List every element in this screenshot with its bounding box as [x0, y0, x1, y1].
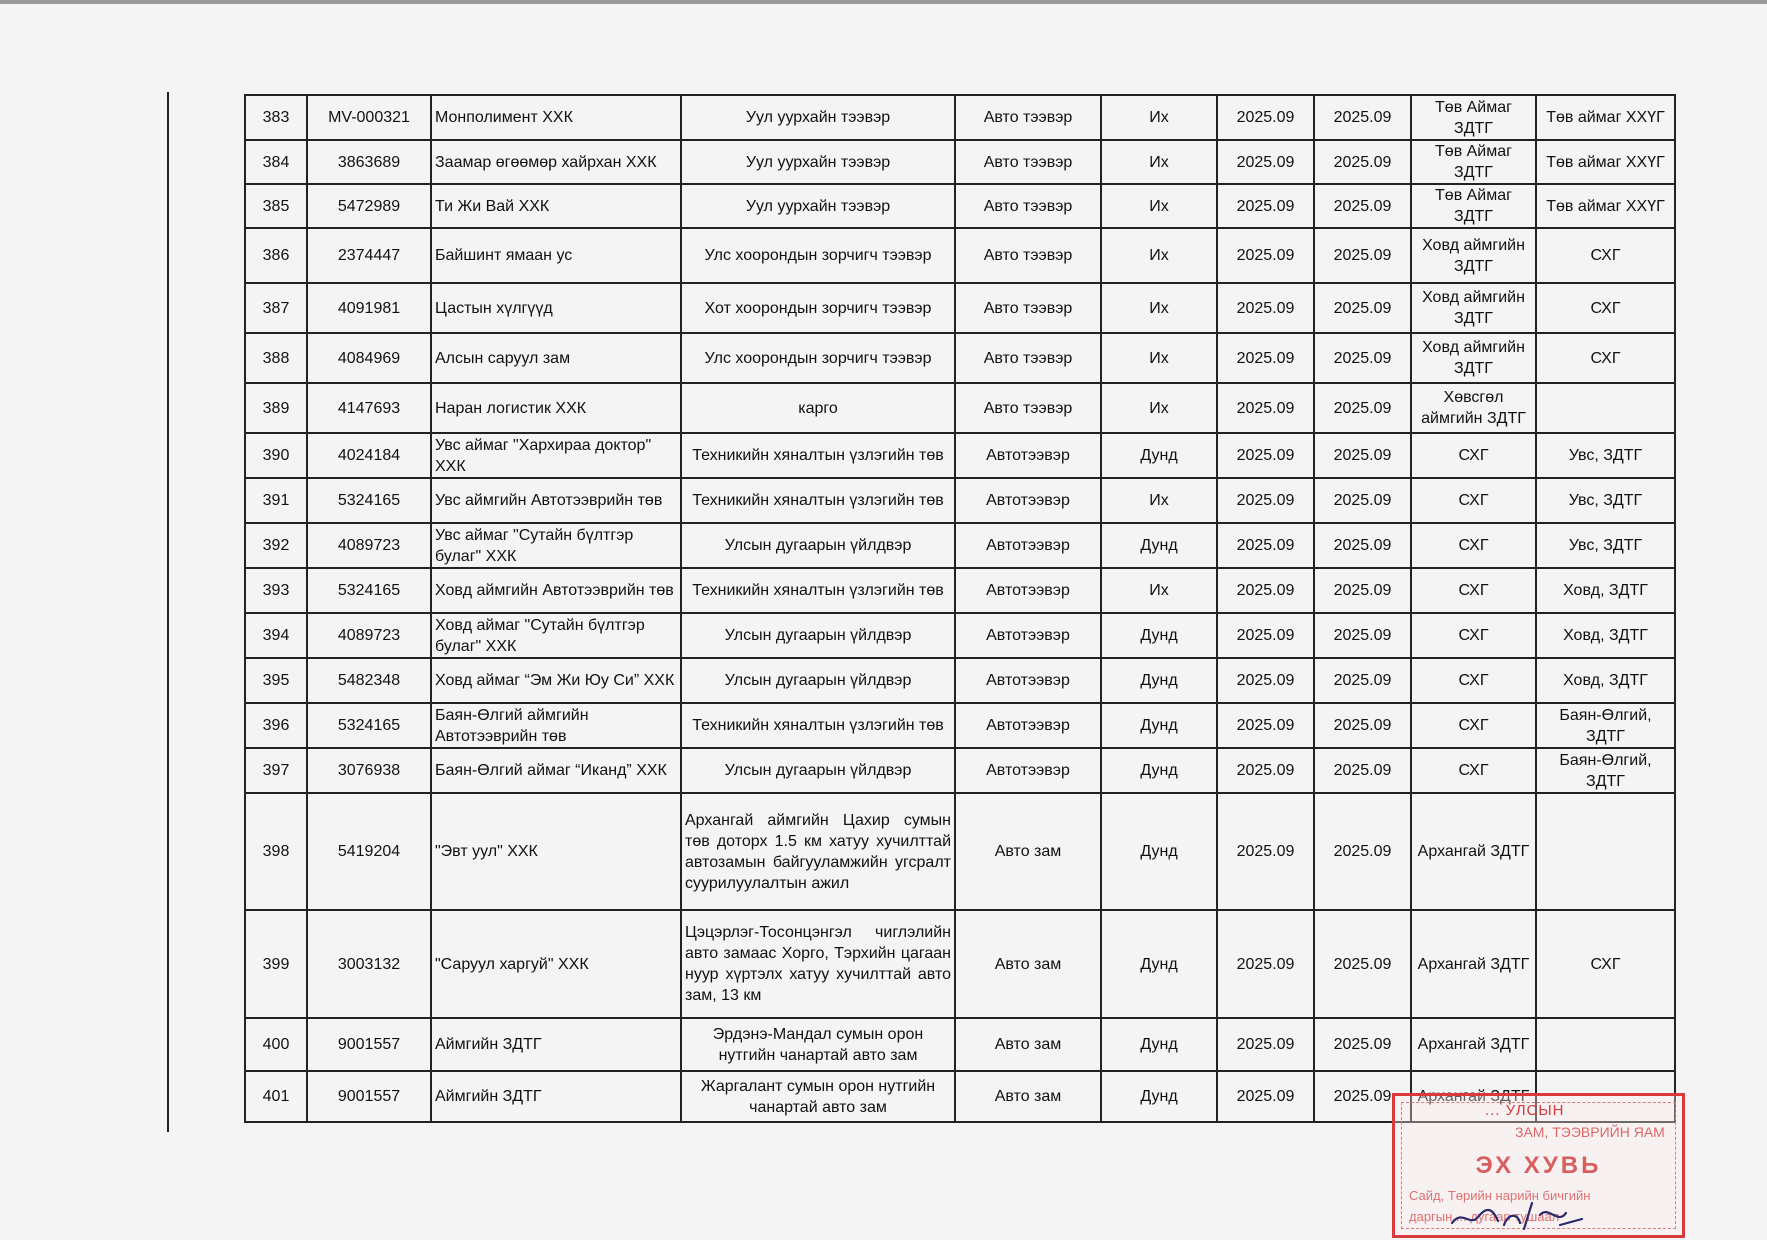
cell-no: 396 — [245, 703, 307, 748]
cell-org: Ховд аймгийн ЗДТГ — [1411, 333, 1536, 383]
cell-no: 385 — [245, 184, 307, 228]
table-row — [245, 333, 1675, 383]
cell-reg: 2374447 — [307, 228, 431, 283]
cell-work: Техникийн хяналтын үзлэгийн төв — [681, 433, 955, 478]
cell-size: Их — [1101, 228, 1217, 283]
cell-no: 395 — [245, 658, 307, 703]
cell-date2: 2025.09 — [1314, 478, 1411, 523]
cell-work: Улс хоорондын зорчигч тээвэр — [681, 228, 955, 283]
cell-size: Дунд — [1101, 910, 1217, 1018]
margin-rule — [167, 92, 169, 1132]
cell-note: Төв аймаг ХХҮГ — [1536, 184, 1675, 228]
cell-date1: 2025.09 — [1217, 433, 1314, 478]
cell-note: Увс, ЗДТГ — [1536, 478, 1675, 523]
cell-note: Увс, ЗДТГ — [1536, 523, 1675, 568]
cell-sector: Автотээвэр — [955, 613, 1101, 658]
cell-org: Төв Аймаг ЗДТГ — [1411, 184, 1536, 228]
cell-reg: 5324165 — [307, 568, 431, 613]
cell-date2: 2025.09 — [1314, 433, 1411, 478]
cell-date1: 2025.09 — [1217, 568, 1314, 613]
scan-edge — [0, 0, 1767, 4]
table-row — [245, 478, 1675, 523]
cell-name: "Саруул харгуй" ХХК — [431, 910, 681, 1018]
cell-name: Ховд аймаг “Эм Жи Юу Си” ХХК — [431, 658, 681, 703]
cell-date1: 2025.09 — [1217, 1018, 1314, 1071]
cell-no: 398 — [245, 793, 307, 910]
cell-note: СХГ — [1536, 228, 1675, 283]
cell-sector: Авто тээвэр — [955, 383, 1101, 433]
cell-work: Техникийн хяналтын үзлэгийн төв — [681, 703, 955, 748]
cell-sector: Авто тээвэр — [955, 140, 1101, 184]
cell-work: Улсын дугаарын үйлдвэр — [681, 748, 955, 793]
cell-date2: 2025.09 — [1314, 184, 1411, 228]
cell-date1: 2025.09 — [1217, 478, 1314, 523]
stamp-title: ЭХ ХУВЬ — [1475, 1152, 1602, 1179]
cell-sector: Автотээвэр — [955, 523, 1101, 568]
cell-date1: 2025.09 — [1217, 383, 1314, 433]
cell-note: Ховд, ЗДТГ — [1536, 613, 1675, 658]
cell-name: Увс аймаг "Сутайн бүлтгэр булаг" ХХК — [431, 523, 681, 568]
cell-reg: 4147693 — [307, 383, 431, 433]
cell-date2: 2025.09 — [1314, 568, 1411, 613]
cell-date1: 2025.09 — [1217, 793, 1314, 910]
cell-size: Дунд — [1101, 658, 1217, 703]
cell-no: 401 — [245, 1071, 307, 1122]
cell-note: Төв аймаг ХХҮГ — [1536, 140, 1675, 184]
cell-reg: 5472989 — [307, 184, 431, 228]
cell-work: Уул уурхайн тээвэр — [681, 140, 955, 184]
cell-no: 389 — [245, 383, 307, 433]
cell-size: Дунд — [1101, 703, 1217, 748]
cell-size: Их — [1101, 478, 1217, 523]
cell-reg: 4089723 — [307, 613, 431, 658]
cell-note: Увс, ЗДТГ — [1536, 433, 1675, 478]
cell-note: Ховд, ЗДТГ — [1536, 658, 1675, 703]
cell-org: Архангай ЗДТГ — [1411, 910, 1536, 1018]
cell-reg: 9001557 — [307, 1018, 431, 1071]
cell-size: Их — [1101, 283, 1217, 333]
cell-size: Дунд — [1101, 748, 1217, 793]
cell-sector: Авто тээвэр — [955, 333, 1101, 383]
cell-date2: 2025.09 — [1314, 1018, 1411, 1071]
cell-no: 394 — [245, 613, 307, 658]
cell-size: Их — [1101, 383, 1217, 433]
cell-no: 388 — [245, 333, 307, 383]
cell-size: Дунд — [1101, 1018, 1217, 1071]
table-row — [245, 703, 1675, 748]
table-row — [245, 184, 1675, 228]
cell-sector: Авто тээвэр — [955, 283, 1101, 333]
cell-name: Ти Жи Вай ХХК — [431, 184, 681, 228]
cell-org: Төв Аймаг ЗДТГ — [1411, 95, 1536, 140]
cell-date1: 2025.09 — [1217, 658, 1314, 703]
cell-date2: 2025.09 — [1314, 383, 1411, 433]
cell-date1: 2025.09 — [1217, 748, 1314, 793]
cell-org: СХГ — [1411, 658, 1536, 703]
cell-date1: 2025.09 — [1217, 228, 1314, 283]
cell-note: Төв аймаг ХХҮГ — [1536, 95, 1675, 140]
cell-sector: Авто тээвэр — [955, 228, 1101, 283]
registry-table — [244, 94, 1676, 1123]
cell-sector: Автотээвэр — [955, 703, 1101, 748]
cell-no: 390 — [245, 433, 307, 478]
cell-note — [1536, 383, 1675, 433]
stamp-line-3: Сайд, Төрийн нарийн бичгийн — [1409, 1188, 1591, 1203]
cell-name: Байшинт ямаан ус — [431, 228, 681, 283]
table-row — [245, 1018, 1675, 1071]
cell-reg: 9001557 — [307, 1071, 431, 1122]
cell-work: Эрдэнэ-Мандал сумын орон нутгийн чанартай авто зам — [681, 1018, 955, 1071]
cell-org: Архангай ЗДТГ — [1411, 1018, 1536, 1071]
cell-note — [1536, 793, 1675, 910]
cell-note: Ховд, ЗДТГ — [1536, 568, 1675, 613]
cell-name: Цастын хүлгүүд — [431, 283, 681, 333]
cell-org: Хөвсгөл аймгийн ЗДТГ — [1411, 383, 1536, 433]
cell-date1: 2025.09 — [1217, 910, 1314, 1018]
cell-no: 393 — [245, 568, 307, 613]
cell-size: Дунд — [1101, 523, 1217, 568]
cell-org: СХГ — [1411, 523, 1536, 568]
cell-work: Архангай аймгийн Цахир сумын төв доторх 1.5 км хатуу хучилттай автозамын байгууламжийн угсралт суурилуулалтын ажил — [681, 793, 955, 910]
cell-work: Цэцэрлэг-Тосонцэнгэл чиглэлийн авто замаас Хорго, Тэрхийн цагаан нуур хүртэлх хатуу хучилттай авто зам, 13 км — [681, 910, 955, 1018]
cell-size: Дунд — [1101, 613, 1217, 658]
cell-sector: Авто зам — [955, 910, 1101, 1018]
table-row — [245, 383, 1675, 433]
cell-date1: 2025.09 — [1217, 333, 1314, 383]
cell-date2: 2025.09 — [1314, 748, 1411, 793]
cell-reg: 5324165 — [307, 478, 431, 523]
cell-no: 399 — [245, 910, 307, 1018]
cell-no: 391 — [245, 478, 307, 523]
cell-date2: 2025.09 — [1314, 793, 1411, 910]
cell-name: Наран логистик ХХК — [431, 383, 681, 433]
cell-sector: Автотээвэр — [955, 748, 1101, 793]
cell-work: Техникийн хяналтын үзлэгийн төв — [681, 478, 955, 523]
cell-sector: Автотээвэр — [955, 433, 1101, 478]
cell-size: Дунд — [1101, 793, 1217, 910]
cell-no: 400 — [245, 1018, 307, 1071]
cell-date1: 2025.09 — [1217, 613, 1314, 658]
cell-org: СХГ — [1411, 703, 1536, 748]
cell-name: Аймгийн ЗДТГ — [431, 1018, 681, 1071]
cell-no: 386 — [245, 228, 307, 283]
cell-note: СХГ — [1536, 910, 1675, 1018]
stamp-line-4: даргын ... дугаар тушаал — [1409, 1209, 1560, 1224]
cell-reg: 3076938 — [307, 748, 431, 793]
table-row — [245, 283, 1675, 333]
cell-date2: 2025.09 — [1314, 613, 1411, 658]
cell-date1: 2025.09 — [1217, 140, 1314, 184]
cell-date2: 2025.09 — [1314, 703, 1411, 748]
table-row — [245, 433, 1675, 478]
cell-org: СХГ — [1411, 613, 1536, 658]
table-row — [245, 140, 1675, 184]
cell-date2: 2025.09 — [1314, 228, 1411, 283]
cell-org: СХГ — [1411, 568, 1536, 613]
cell-date1: 2025.09 — [1217, 283, 1314, 333]
cell-name: Алсын саруул зам — [431, 333, 681, 383]
cell-size: Дунд — [1101, 433, 1217, 478]
cell-name: Увс аймгийн Автотээврийн төв — [431, 478, 681, 523]
cell-name: "Эвт уул" ХХК — [431, 793, 681, 910]
cell-note — [1536, 1018, 1675, 1071]
table-row — [245, 228, 1675, 283]
cell-work: Хот хоорондын зорчигч тээвэр — [681, 283, 955, 333]
cell-note: Баян-Өлгий, ЗДТГ — [1536, 703, 1675, 748]
cell-date2: 2025.09 — [1314, 1071, 1411, 1122]
cell-size: Их — [1101, 333, 1217, 383]
cell-date2: 2025.09 — [1314, 910, 1411, 1018]
cell-size: Их — [1101, 95, 1217, 140]
cell-reg: 3003132 — [307, 910, 431, 1018]
cell-reg: 4091981 — [307, 283, 431, 333]
cell-size: Дунд — [1101, 1071, 1217, 1122]
registry-table-body — [245, 95, 1675, 1122]
cell-name: Заамар өгөөмөр хайрхан ХХК — [431, 140, 681, 184]
cell-size: Их — [1101, 184, 1217, 228]
table-row — [245, 523, 1675, 568]
cell-org: СХГ — [1411, 478, 1536, 523]
stamp-line-1: ... УЛСЫН — [1485, 1102, 1565, 1119]
cell-org: СХГ — [1411, 748, 1536, 793]
cell-sector: Авто зам — [955, 1071, 1101, 1122]
cell-reg: 5324165 — [307, 703, 431, 748]
cell-date2: 2025.09 — [1314, 95, 1411, 140]
cell-reg: 5482348 — [307, 658, 431, 703]
cell-size: Их — [1101, 568, 1217, 613]
cell-date2: 2025.09 — [1314, 333, 1411, 383]
cell-work: Улсын дугаарын үйлдвэр — [681, 658, 955, 703]
cell-sector: Авто зам — [955, 1018, 1101, 1071]
cell-date1: 2025.09 — [1217, 95, 1314, 140]
table-row — [245, 793, 1675, 910]
cell-no: 383 — [245, 95, 307, 140]
cell-work: Уул уурхайн тээвэр — [681, 184, 955, 228]
cell-no: 397 — [245, 748, 307, 793]
cell-no: 384 — [245, 140, 307, 184]
cell-work: Жаргалант сумын орон нутгийн чанартай авто зам — [681, 1071, 955, 1122]
cell-date2: 2025.09 — [1314, 140, 1411, 184]
cell-date1: 2025.09 — [1217, 184, 1314, 228]
cell-name: Ховд аймгийн Автотээврийн төв — [431, 568, 681, 613]
cell-no: 387 — [245, 283, 307, 333]
table-row — [245, 95, 1675, 140]
cell-work: Техникийн хяналтын үзлэгийн төв — [681, 568, 955, 613]
cell-org: Архангай ЗДТГ — [1411, 1071, 1536, 1122]
cell-sector: Авто зам — [955, 793, 1101, 910]
handwritten-signature — [1448, 1195, 1588, 1235]
cell-org: Төв Аймаг ЗДТГ — [1411, 140, 1536, 184]
cell-name: Баян-Өлгий аймаг “Иканд” ХХК — [431, 748, 681, 793]
cell-name: Баян-Өлгий аймгийн Автотээврийн төв — [431, 703, 681, 748]
cell-date2: 2025.09 — [1314, 523, 1411, 568]
cell-sector: Авто тээвэр — [955, 184, 1101, 228]
cell-reg: 5419204 — [307, 793, 431, 910]
cell-name: Монполимент ХХК — [431, 95, 681, 140]
table-row — [245, 748, 1675, 793]
cell-work: карго — [681, 383, 955, 433]
cell-sector: Авто тээвэр — [955, 95, 1101, 140]
cell-work: Уул уурхайн тээвэр — [681, 95, 955, 140]
cell-reg: MV-000321 — [307, 95, 431, 140]
cell-reg: 4084969 — [307, 333, 431, 383]
cell-date2: 2025.09 — [1314, 658, 1411, 703]
cell-note: СХГ — [1536, 333, 1675, 383]
table-row — [245, 613, 1675, 658]
cell-date1: 2025.09 — [1217, 523, 1314, 568]
cell-reg: 4024184 — [307, 433, 431, 478]
cell-note: Баян-Өлгий, ЗДТГ — [1536, 748, 1675, 793]
cell-reg: 3863689 — [307, 140, 431, 184]
cell-name: Аймгийн ЗДТГ — [431, 1071, 681, 1122]
cell-org: Архангай ЗДТГ — [1411, 793, 1536, 910]
cell-work: Улс хоорондын зорчигч тээвэр — [681, 333, 955, 383]
cell-reg: 4089723 — [307, 523, 431, 568]
cell-sector: Автотээвэр — [955, 658, 1101, 703]
cell-work: Улсын дугаарын үйлдвэр — [681, 523, 955, 568]
cell-org: Ховд аймгийн ЗДТГ — [1411, 228, 1536, 283]
cell-sector: Автотээвэр — [955, 478, 1101, 523]
cell-name: Ховд аймаг "Сутайн бүлтгэр булаг" ХХК — [431, 613, 681, 658]
cell-org: СХГ — [1411, 433, 1536, 478]
cell-note: СХГ — [1536, 283, 1675, 333]
cell-no: 392 — [245, 523, 307, 568]
cell-name: Увс аймаг "Хархираа доктор" ХХК — [431, 433, 681, 478]
cell-size: Их — [1101, 140, 1217, 184]
table-row — [245, 910, 1675, 1018]
cell-date2: 2025.09 — [1314, 283, 1411, 333]
cell-date1: 2025.09 — [1217, 703, 1314, 748]
table-row — [245, 568, 1675, 613]
cell-org: Ховд аймгийн ЗДТГ — [1411, 283, 1536, 333]
cell-date1: 2025.09 — [1217, 1071, 1314, 1122]
cell-work: Улсын дугаарын үйлдвэр — [681, 613, 955, 658]
stamp-line-2: ЗАМ, ТЭЭВРИЙН ЯАМ — [1515, 1124, 1665, 1140]
cell-sector: Автотээвэр — [955, 568, 1101, 613]
table-row — [245, 658, 1675, 703]
